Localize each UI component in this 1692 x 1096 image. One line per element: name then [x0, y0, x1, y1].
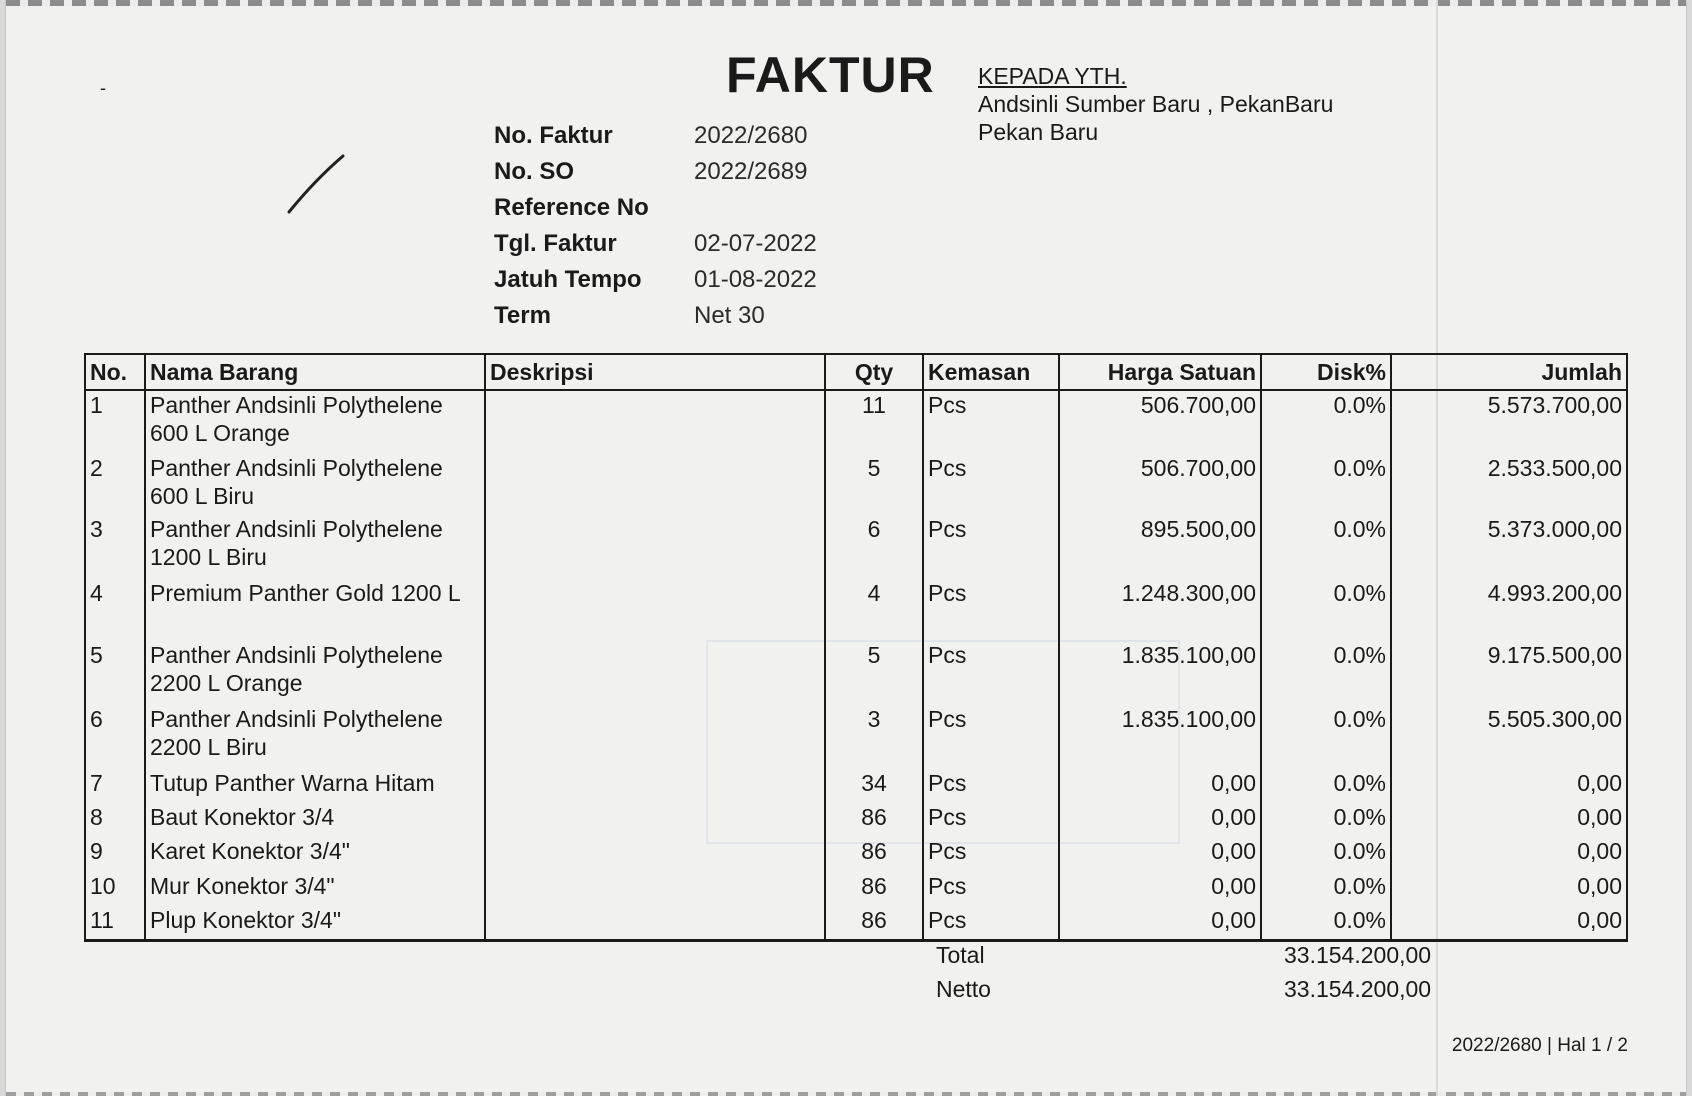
cell-kemasan: Pcs: [923, 769, 1059, 803]
cell-disk: 0.0%: [1261, 803, 1391, 837]
netto-row: [936, 972, 1431, 1006]
pen-check-mark: [285, 150, 355, 220]
cell-no: 4: [85, 579, 145, 641]
col-header-jumlah: Jumlah: [1391, 354, 1627, 390]
cell-harga-satuan: 506.700,00: [1059, 454, 1261, 515]
cell-jumlah: 0,00: [1391, 906, 1627, 940]
invoice-title: FAKTUR: [726, 47, 935, 103]
table-row: [85, 454, 1627, 515]
table-body: [85, 390, 1627, 940]
table-row: [85, 390, 1627, 454]
meta-value: 02-07-2022: [694, 230, 817, 257]
meta-label: Jatuh Tempo: [494, 266, 642, 293]
cell-no: 1: [85, 390, 145, 454]
corner-mark: -: [100, 78, 106, 98]
cell-jumlah: 5.373.000,00: [1391, 515, 1627, 579]
table-row: [85, 769, 1627, 803]
cell-jumlah: 2.533.500,00: [1391, 454, 1627, 515]
table-row: [85, 515, 1627, 579]
cell-nama-barang: Mur Konektor 3/4": [145, 872, 485, 906]
cell-kemasan: Pcs: [923, 515, 1059, 579]
cell-no: 9: [85, 837, 145, 872]
cell-nama-barang: Panther Andsinli Polythelene 600 L Biru: [145, 454, 485, 515]
meta-label: No. Faktur: [494, 122, 613, 149]
cell-disk: 0.0%: [1261, 515, 1391, 579]
cell-jumlah: 5.505.300,00: [1391, 705, 1627, 769]
cell-disk: 0.0%: [1261, 454, 1391, 515]
table-row: [85, 837, 1627, 872]
meta-value: 2022/2680: [694, 122, 808, 149]
cell-deskripsi: [485, 454, 825, 515]
cell-kemasan: Pcs: [923, 390, 1059, 454]
meta-row-reference-no: [494, 190, 817, 226]
cell-no: 6: [85, 705, 145, 769]
cell-kemasan: Pcs: [923, 837, 1059, 872]
cell-kemasan: Pcs: [923, 872, 1059, 906]
cell-harga-satuan: 0,00: [1059, 769, 1261, 803]
recipient-line-2: Pekan Baru: [978, 119, 1099, 145]
cell-deskripsi: [485, 515, 825, 579]
cell-disk: 0.0%: [1261, 579, 1391, 641]
cell-no: 8: [85, 803, 145, 837]
cell-jumlah: 4.993.200,00: [1391, 579, 1627, 641]
cell-nama-barang: Karet Konektor 3/4": [145, 837, 485, 872]
cell-disk: 0.0%: [1261, 872, 1391, 906]
cell-qty: 11: [825, 390, 923, 454]
cell-kemasan: Pcs: [923, 906, 1059, 940]
cell-deskripsi: [485, 579, 825, 641]
cell-disk: 0.0%: [1261, 769, 1391, 803]
cell-harga-satuan: 1.835.100,00: [1059, 705, 1261, 769]
cell-no: 5: [85, 641, 145, 705]
cell-jumlah: 5.573.700,00: [1391, 390, 1627, 454]
cell-no: 3: [85, 515, 145, 579]
cell-jumlah: 0,00: [1391, 872, 1627, 906]
page-reference: 2022/2680 | Hal 1 / 2: [1451, 1035, 1628, 1056]
cell-disk: 0.0%: [1261, 390, 1391, 454]
netto-value: 33.154.200,00: [1284, 975, 1432, 1002]
cell-qty: 86: [825, 803, 923, 837]
table-row: [85, 906, 1627, 940]
cell-kemasan: Pcs: [923, 641, 1059, 705]
cell-kemasan: Pcs: [923, 803, 1059, 837]
col-header-nama-barang: Nama Barang: [145, 354, 485, 390]
cell-nama-barang: Panther Andsinli Polythelene 1200 L Biru: [145, 515, 485, 579]
meta-row-jatuh-tempo: [494, 262, 817, 298]
cell-no: 7: [85, 769, 145, 803]
recipient-line-1: Andsinli Sumber Baru , PekanBaru: [978, 91, 1334, 117]
cell-disk: 0.0%: [1261, 641, 1391, 705]
col-header-deskripsi: Deskripsi: [485, 354, 825, 390]
cell-harga-satuan: 1.248.300,00: [1059, 579, 1261, 641]
cell-qty: 5: [825, 641, 923, 705]
cell-deskripsi: [485, 641, 825, 705]
cell-deskripsi: [485, 705, 825, 769]
cell-deskripsi: [485, 872, 825, 906]
meta-value: 2022/2689: [694, 158, 808, 185]
cell-harga-satuan: 0,00: [1059, 872, 1261, 906]
cell-disk: 0.0%: [1261, 906, 1391, 940]
cell-nama-barang: Panther Andsinli Polythelene 600 L Orange: [145, 390, 485, 454]
meta-label: No. SO: [494, 158, 575, 185]
recipient-heading: KEPADA YTH.: [978, 63, 1127, 89]
meta-label: Reference No: [494, 194, 649, 221]
items-table: [84, 353, 1628, 942]
cell-nama-barang: Baut Konektor 3/4: [145, 803, 485, 837]
cell-qty: 86: [825, 906, 923, 940]
total-row: [936, 938, 1431, 972]
table-row: [85, 641, 1627, 705]
cell-kemasan: Pcs: [923, 579, 1059, 641]
cell-no: 10: [85, 872, 145, 906]
table-row: [85, 705, 1627, 769]
meta-label: Term: [494, 302, 551, 329]
cell-harga-satuan: 0,00: [1059, 803, 1261, 837]
cell-qty: 4: [825, 579, 923, 641]
cell-deskripsi: [485, 906, 825, 940]
total-value: 33.154.200,00: [1284, 941, 1432, 968]
recipient-block: [978, 62, 1333, 146]
meta-value: Net 30: [694, 302, 765, 329]
total-label: Total: [936, 941, 985, 968]
cell-disk: 0.0%: [1261, 705, 1391, 769]
cell-disk: 0.0%: [1261, 837, 1391, 872]
meta-row-no-so: [494, 154, 817, 190]
table-row: [85, 803, 1627, 837]
cell-jumlah: 9.175.500,00: [1391, 641, 1627, 705]
cell-jumlah: 0,00: [1391, 837, 1627, 872]
cell-kemasan: Pcs: [923, 454, 1059, 515]
meta-row-no-faktur: [494, 118, 817, 154]
cell-harga-satuan: 1.835.100,00: [1059, 641, 1261, 705]
perforation-top: [6, 0, 1686, 6]
cell-harga-satuan: 895.500,00: [1059, 515, 1261, 579]
col-header-no: No.: [85, 354, 145, 390]
cell-deskripsi: [485, 803, 825, 837]
cell-qty: 6: [825, 515, 923, 579]
cell-deskripsi: [485, 837, 825, 872]
invoice-meta: [494, 118, 817, 334]
cell-no: 11: [85, 906, 145, 940]
meta-row-tgl-faktur: [494, 226, 817, 262]
perforation-bottom: [6, 1092, 1686, 1096]
cell-harga-satuan: 506.700,00: [1059, 390, 1261, 454]
cell-deskripsi: [485, 769, 825, 803]
table-row: [85, 872, 1627, 906]
cell-qty: 3: [825, 705, 923, 769]
cell-no: 2: [85, 454, 145, 515]
col-header-kemasan: Kemasan: [923, 354, 1059, 390]
cell-deskripsi: [485, 390, 825, 454]
cell-kemasan: Pcs: [923, 705, 1059, 769]
meta-label: Tgl. Faktur: [494, 230, 617, 257]
cell-qty: 34: [825, 769, 923, 803]
col-header-disk: Disk%: [1261, 354, 1391, 390]
table-header: [85, 354, 1627, 390]
cell-nama-barang: Plup Konektor 3/4": [145, 906, 485, 940]
totals-block: [936, 938, 1431, 1006]
cell-nama-barang: Tutup Panther Warna Hitam: [145, 769, 485, 803]
netto-label: Netto: [936, 975, 991, 1002]
cell-harga-satuan: 0,00: [1059, 837, 1261, 872]
header-row: [85, 354, 1627, 390]
meta-row-term: [494, 298, 817, 334]
col-header-harga-satuan: Harga Satuan: [1059, 354, 1261, 390]
table-row: [85, 579, 1627, 641]
cell-nama-barang: Panther Andsinli Polythelene 2200 L Orange: [145, 641, 485, 705]
col-header-qty: Qty: [825, 354, 923, 390]
cell-jumlah: 0,00: [1391, 769, 1627, 803]
cell-qty: 86: [825, 837, 923, 872]
cell-qty: 5: [825, 454, 923, 515]
meta-value: 01-08-2022: [694, 266, 817, 293]
cell-qty: 86: [825, 872, 923, 906]
cell-jumlah: 0,00: [1391, 803, 1627, 837]
cell-nama-barang: Panther Andsinli Polythelene 2200 L Biru: [145, 705, 485, 769]
cell-nama-barang: Premium Panther Gold 1200 L: [145, 579, 485, 641]
cell-harga-satuan: 0,00: [1059, 906, 1261, 940]
